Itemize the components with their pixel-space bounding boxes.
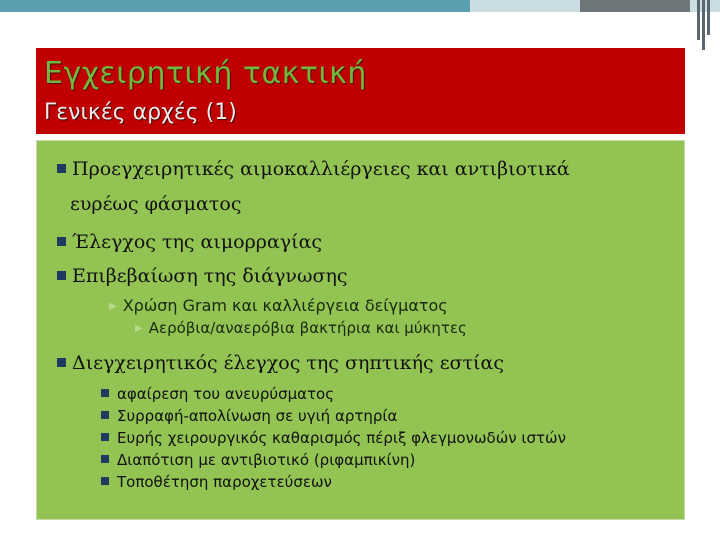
square-bullet-icon	[101, 389, 109, 397]
list-item-text: Διαπότιση με αντιβιοτικό (ριφαμπικίνη)	[117, 451, 416, 469]
square-bullet-icon	[57, 237, 66, 246]
bullet-item	[57, 265, 347, 287]
list-item	[101, 473, 332, 491]
top-bar-segment	[470, 0, 580, 12]
list-item-text: αφαίρεση του ανευρύσματος	[117, 385, 335, 403]
slide-subtitle: Γενικές αρχές (1)	[44, 100, 237, 125]
slide-title: Εγχειρητική τακτική	[44, 56, 367, 91]
triangle-bullet-icon: ▶	[135, 323, 143, 334]
list-item-text: Συρραφή-απολίνωση σε υγιή αρτηρία	[117, 407, 398, 425]
sub-bullet-item	[109, 296, 448, 315]
bullet-text: Διεγχειρητικός έλεγχος της σηπτικής εστίας	[72, 352, 504, 374]
bullet-text: Έλεγχος της αιμορραγίας	[72, 231, 323, 253]
sub-bullet-text: Χρώση Gram και καλλιέργεια δείγματος	[122, 296, 448, 315]
bullet-item	[57, 158, 570, 180]
sub-sub-bullet-item	[135, 319, 467, 337]
bullet-item	[57, 352, 504, 374]
top-bar-segment	[690, 0, 720, 12]
square-bullet-icon	[57, 271, 66, 280]
square-bullet-icon	[101, 433, 109, 441]
top-decorative-bar	[0, 0, 720, 12]
square-bullet-icon	[101, 477, 109, 485]
decorative-line	[702, 0, 705, 50]
decorative-line	[707, 0, 710, 35]
bullet-continuation: ευρέως φάσματος	[70, 193, 242, 215]
list-item	[101, 385, 334, 403]
bullet-text: Επιβεβαίωση της διάγνωσης	[72, 265, 348, 287]
bullet-item	[57, 231, 322, 253]
list-item-text: Τοποθέτηση παροχετεύσεων	[117, 473, 332, 491]
list-item	[101, 407, 397, 425]
content-panel	[36, 140, 685, 520]
square-bullet-icon	[101, 455, 109, 463]
sub-sub-bullet-text: Αερόβια/αναερόβια βακτήρια και μύκητες	[148, 319, 467, 337]
bullet-text: Προεγχειρητικές αιμοκαλλιέργειες και αντιβιοτικά	[72, 158, 570, 180]
title-banner	[36, 48, 685, 134]
top-bar-segment	[580, 0, 690, 12]
top-bar-segment	[0, 0, 470, 12]
square-bullet-icon	[57, 164, 66, 173]
list-item	[101, 451, 415, 469]
list-item	[101, 429, 566, 447]
square-bullet-icon	[57, 358, 66, 367]
list-item-text: Ευρής χειρουργικός καθαρισμός πέριξ φλεγμονωδών ιστών	[117, 429, 566, 447]
triangle-bullet-icon: ▶	[109, 301, 117, 312]
decorative-line	[697, 0, 700, 40]
square-bullet-icon	[101, 411, 109, 419]
